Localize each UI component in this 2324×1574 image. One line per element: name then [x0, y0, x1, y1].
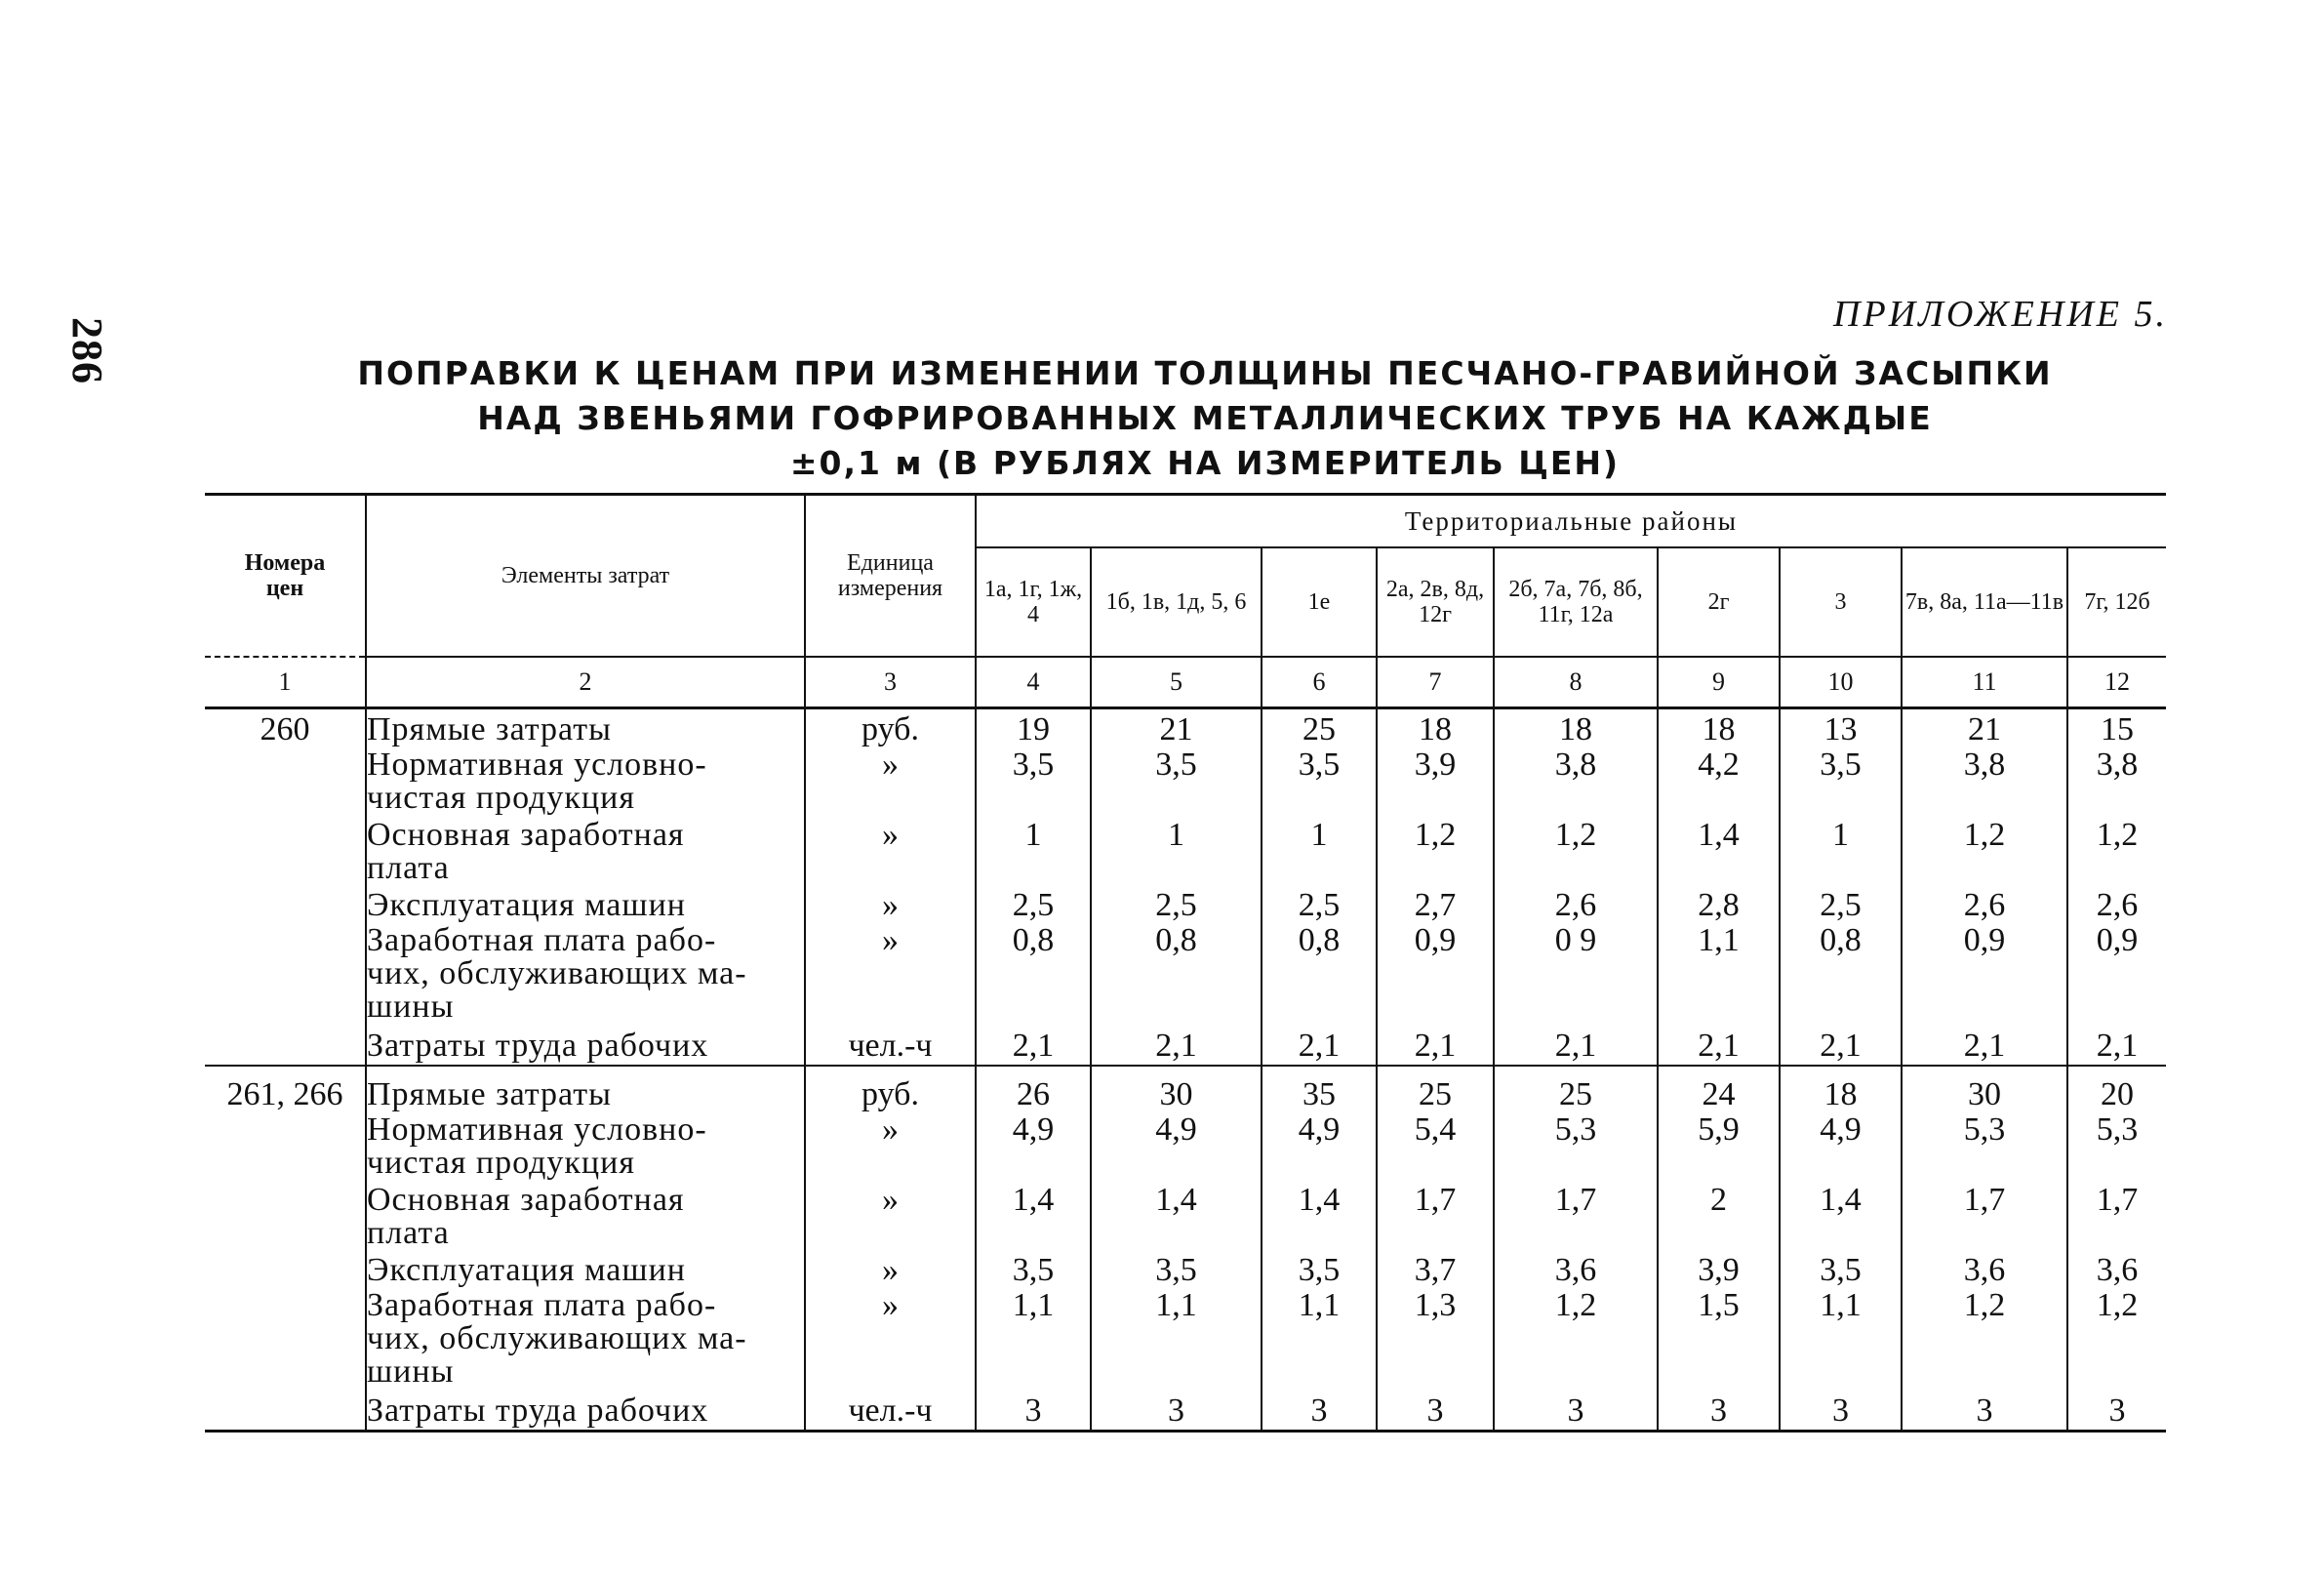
unit-value: » [882, 887, 899, 923]
header-unit [805, 495, 976, 658]
region-values-col [1091, 708, 1262, 1067]
value: 3,6 [1554, 1252, 1597, 1288]
element-label: Заработная плата рабо- чих, обслуживающих ма- шины [367, 922, 747, 1025]
region-values-col [2067, 1066, 2166, 1432]
header-cost-elements: Элементы затрат [366, 495, 805, 658]
value: 15 [2101, 711, 2134, 747]
region-values-col [976, 708, 1091, 1067]
region-values-col [1780, 1066, 1902, 1432]
region-header: 1е [1262, 547, 1377, 657]
cost-elements-cell [366, 1066, 805, 1432]
value: 1,1 [1820, 1287, 1862, 1323]
value: 2,5 [1298, 887, 1341, 923]
value: 3 [1710, 1392, 1727, 1429]
value: 1 [1832, 817, 1849, 853]
value: 1,7 [1554, 1182, 1597, 1218]
value: 3,6 [2096, 1252, 2139, 1288]
value: 3 [1976, 1392, 1993, 1429]
value: 5,4 [1414, 1111, 1457, 1148]
col-number: 6 [1262, 657, 1377, 708]
element-label: Прямые затраты [367, 1076, 612, 1112]
value: 1,4 [1155, 1182, 1197, 1218]
value: 1,2 [2096, 817, 2139, 853]
unit-value: » [882, 817, 899, 853]
value: 25 [1559, 1076, 1592, 1112]
region-values-col [1780, 708, 1902, 1067]
value: 2,1 [1698, 1028, 1740, 1064]
table-row [205, 1066, 2166, 1432]
price-code: 261, 266 [205, 1066, 366, 1432]
value: 3,9 [1698, 1252, 1740, 1288]
value: 1,1 [1298, 1287, 1341, 1323]
value: 3,8 [1554, 747, 1597, 783]
value: 2,1 [2096, 1028, 2139, 1064]
unit-value: » [882, 1182, 899, 1218]
table-row [205, 708, 2166, 1067]
unit-value: чел.-ч [848, 1028, 933, 1064]
value: 4,2 [1698, 747, 1740, 783]
value: 30 [1159, 1076, 1193, 1112]
value: 2,8 [1698, 887, 1740, 923]
value: 3 [1832, 1392, 1849, 1429]
value: 0,9 [2096, 922, 2139, 958]
value: 1,5 [1698, 1287, 1740, 1323]
region-values-col [1658, 708, 1780, 1067]
value: 2,1 [1963, 1028, 2006, 1064]
col-number: 3 [805, 657, 976, 708]
page-number: 286 [63, 317, 111, 384]
value: 5,3 [1554, 1111, 1597, 1148]
value: 4,9 [1298, 1111, 1341, 1148]
value: 1,2 [1554, 1287, 1597, 1323]
header-price-number [205, 495, 366, 658]
value: 1,2 [2096, 1287, 2139, 1323]
value: 24 [1702, 1076, 1736, 1112]
region-header: 3 [1780, 547, 1902, 657]
value: 1,4 [1698, 817, 1740, 853]
unit-cell [805, 1066, 976, 1432]
region-values-col [1091, 1066, 1262, 1432]
region-values-col [976, 1066, 1091, 1432]
element-label: Затраты труда рабочих [367, 1028, 709, 1064]
title-line-2: НАД ЗВЕНЬЯМИ ГОФРИРОВАННЫХ МЕТАЛЛИЧЕСКИХ ТРУБ НА КАЖДЫЕ [477, 399, 1933, 437]
value: 1,2 [1963, 1287, 2006, 1323]
value: 3,5 [1155, 747, 1197, 783]
value: 1,4 [1820, 1182, 1862, 1218]
value: 1,1 [1698, 922, 1740, 958]
value: 2,5 [1155, 887, 1197, 923]
region-header: 2г [1658, 547, 1780, 657]
col-number: 11 [1902, 657, 2067, 708]
element-label: Эксплуатация машин [367, 887, 686, 923]
value: 2,6 [1963, 887, 2006, 923]
value: 20 [2101, 1076, 2134, 1112]
region-values-col [1262, 708, 1377, 1067]
value: 2,5 [1820, 887, 1862, 923]
value: 18 [1702, 711, 1736, 747]
value: 25 [1302, 711, 1336, 747]
value: 4,9 [1820, 1111, 1862, 1148]
value: 1,4 [1012, 1182, 1055, 1218]
value: 3,5 [1820, 747, 1862, 783]
col-number: 9 [1658, 657, 1780, 708]
value: 0,8 [1012, 922, 1055, 958]
value: 2,6 [1554, 887, 1597, 923]
region-values-col [1494, 708, 1658, 1067]
value: 1,1 [1155, 1287, 1197, 1323]
col-number: 4 [976, 657, 1091, 708]
cost-elements-cell [366, 708, 805, 1067]
value: 3 [1426, 1392, 1444, 1429]
value: 1,2 [1963, 817, 2006, 853]
region-values-col [1262, 1066, 1377, 1432]
value: 1,3 [1414, 1287, 1457, 1323]
unit-value: » [882, 1111, 899, 1148]
region-header: 7г, 12б [2067, 547, 2166, 657]
header-unit-label: Единица измерения [837, 550, 943, 601]
value: 1 [1310, 817, 1328, 853]
value: 2 [1710, 1182, 1727, 1218]
value: 1,7 [2096, 1182, 2139, 1218]
value: 2,6 [2096, 887, 2139, 923]
unit-value: » [882, 1252, 899, 1288]
value: 3,7 [1414, 1252, 1457, 1288]
region-header: 2а, 2в, 8д, 12г [1377, 547, 1494, 657]
value: 4,9 [1155, 1111, 1197, 1148]
value: 3,5 [1820, 1252, 1862, 1288]
region-header: 1а, 1г, 1ж, 4 [976, 547, 1091, 657]
unit-value: » [882, 747, 899, 783]
value: 18 [1823, 1076, 1858, 1112]
title-line-1: ПОПРАВКИ К ЦЕНАМ ПРИ ИЗМЕНЕНИИ ТОЛЩИНЫ ПЕСЧАНО-ГРАВИЙНОЙ ЗАСЫПКИ [357, 354, 2053, 392]
value: 0,8 [1820, 922, 1862, 958]
table-header [205, 495, 2166, 708]
value: 26 [1017, 1076, 1050, 1112]
element-label: Эксплуатация машин [367, 1252, 686, 1288]
col-number: 7 [1377, 657, 1494, 708]
region-values-col [1494, 1066, 1658, 1432]
value: 18 [1559, 711, 1592, 747]
value: 3,6 [1963, 1252, 2006, 1288]
unit-value: » [882, 1287, 899, 1323]
element-label: Нормативная условно- чистая продукция [367, 747, 707, 816]
unit-value: » [882, 922, 899, 958]
value: 2,7 [1414, 887, 1457, 923]
value: 2,1 [1414, 1028, 1457, 1064]
value: 1,2 [1554, 817, 1597, 853]
value: 35 [1302, 1076, 1336, 1112]
value: 2,1 [1554, 1028, 1597, 1064]
unit-value: руб. [861, 711, 919, 747]
value: 3,5 [1012, 1252, 1055, 1288]
value: 0,8 [1155, 922, 1197, 958]
value: 2,1 [1298, 1028, 1341, 1064]
header-price-number-label: Номера цен [244, 550, 326, 601]
region-values-col [1902, 708, 2067, 1067]
value: 25 [1419, 1076, 1452, 1112]
value: 3 [1168, 1392, 1184, 1429]
value: 13 [1823, 711, 1858, 747]
element-label: Основная заработная плата [367, 1182, 685, 1251]
value: 2,1 [1012, 1028, 1055, 1064]
value: 5,3 [2096, 1111, 2139, 1148]
value: 3,5 [1298, 747, 1341, 783]
element-label: Заработная плата рабо- чих, обслуживающих ма- шины [367, 1287, 747, 1390]
value: 1 [1168, 817, 1184, 853]
table-body [205, 708, 2166, 1432]
value: 3,5 [1298, 1252, 1341, 1288]
appendix-label: ПРИЛОЖЕНИЕ 5. [1833, 294, 2168, 335]
region-values-col [2067, 708, 2166, 1067]
element-label: Затраты труда рабочих [367, 1392, 709, 1429]
value: 3,8 [1963, 747, 2006, 783]
price-correction-table [205, 493, 2166, 1433]
region-values-col [1902, 1066, 2067, 1432]
region-values-col [1658, 1066, 1780, 1432]
element-label: Прямые затраты [367, 711, 612, 747]
unit-value: чел.-ч [848, 1392, 933, 1429]
region-header: 1б, 1в, 1д, 5, 6 [1091, 547, 1262, 657]
value: 3,9 [1414, 747, 1457, 783]
col-number: 12 [2067, 657, 2166, 708]
value: 18 [1419, 711, 1452, 747]
col-number: 8 [1494, 657, 1658, 708]
value: 5,3 [1963, 1111, 2006, 1148]
value: 21 [1159, 711, 1193, 747]
value: 1,7 [1963, 1182, 2006, 1218]
value: 1,1 [1012, 1287, 1055, 1323]
value: 19 [1017, 711, 1050, 747]
col-number: 2 [366, 657, 805, 708]
value: 3 [1024, 1392, 1042, 1429]
value: 21 [1968, 711, 2001, 747]
unit-value: руб. [861, 1076, 919, 1112]
value: 0,9 [1963, 922, 2006, 958]
col-number: 10 [1780, 657, 1902, 708]
value: 0 9 [1554, 922, 1597, 958]
value: 2,1 [1820, 1028, 1862, 1064]
header-territorial-regions: Территориальные районы [976, 495, 2166, 548]
price-code: 260 [205, 708, 366, 1067]
value: 1,4 [1298, 1182, 1341, 1218]
value: 3 [1567, 1392, 1584, 1429]
value: 3,5 [1155, 1252, 1197, 1288]
value: 1,2 [1414, 817, 1457, 853]
value: 3,5 [1012, 747, 1055, 783]
region-values-col [1377, 708, 1494, 1067]
value: 3 [1310, 1392, 1328, 1429]
value: 0,8 [1298, 922, 1341, 958]
value: 3,8 [2096, 747, 2139, 783]
region-header: 2б, 7а, 7б, 8б, 11г, 12а [1494, 547, 1658, 657]
value: 4,9 [1012, 1111, 1055, 1148]
value: 0,9 [1414, 922, 1457, 958]
region-values-col [1377, 1066, 1494, 1432]
title-line-3: ±0,1 м (В РУБЛЯХ НА ИЗМЕРИТЕЛЬ ЦЕН) [789, 444, 1621, 482]
value: 1,7 [1414, 1182, 1457, 1218]
region-header: 7в, 8а, 11а—11в [1902, 547, 2067, 657]
value: 1 [1024, 817, 1042, 853]
value: 2,5 [1012, 887, 1055, 923]
element-label: Основная заработная плата [367, 817, 685, 886]
value: 30 [1968, 1076, 2001, 1112]
value: 5,9 [1698, 1111, 1740, 1148]
value: 3 [2108, 1392, 2126, 1429]
unit-cell [805, 708, 976, 1067]
col-number: 5 [1091, 657, 1262, 708]
column-number-row [205, 657, 2166, 708]
col-number: 1 [205, 657, 366, 708]
value: 2,1 [1155, 1028, 1197, 1064]
document-title [322, 351, 2088, 486]
element-label: Нормативная условно- чистая продукция [367, 1111, 707, 1181]
